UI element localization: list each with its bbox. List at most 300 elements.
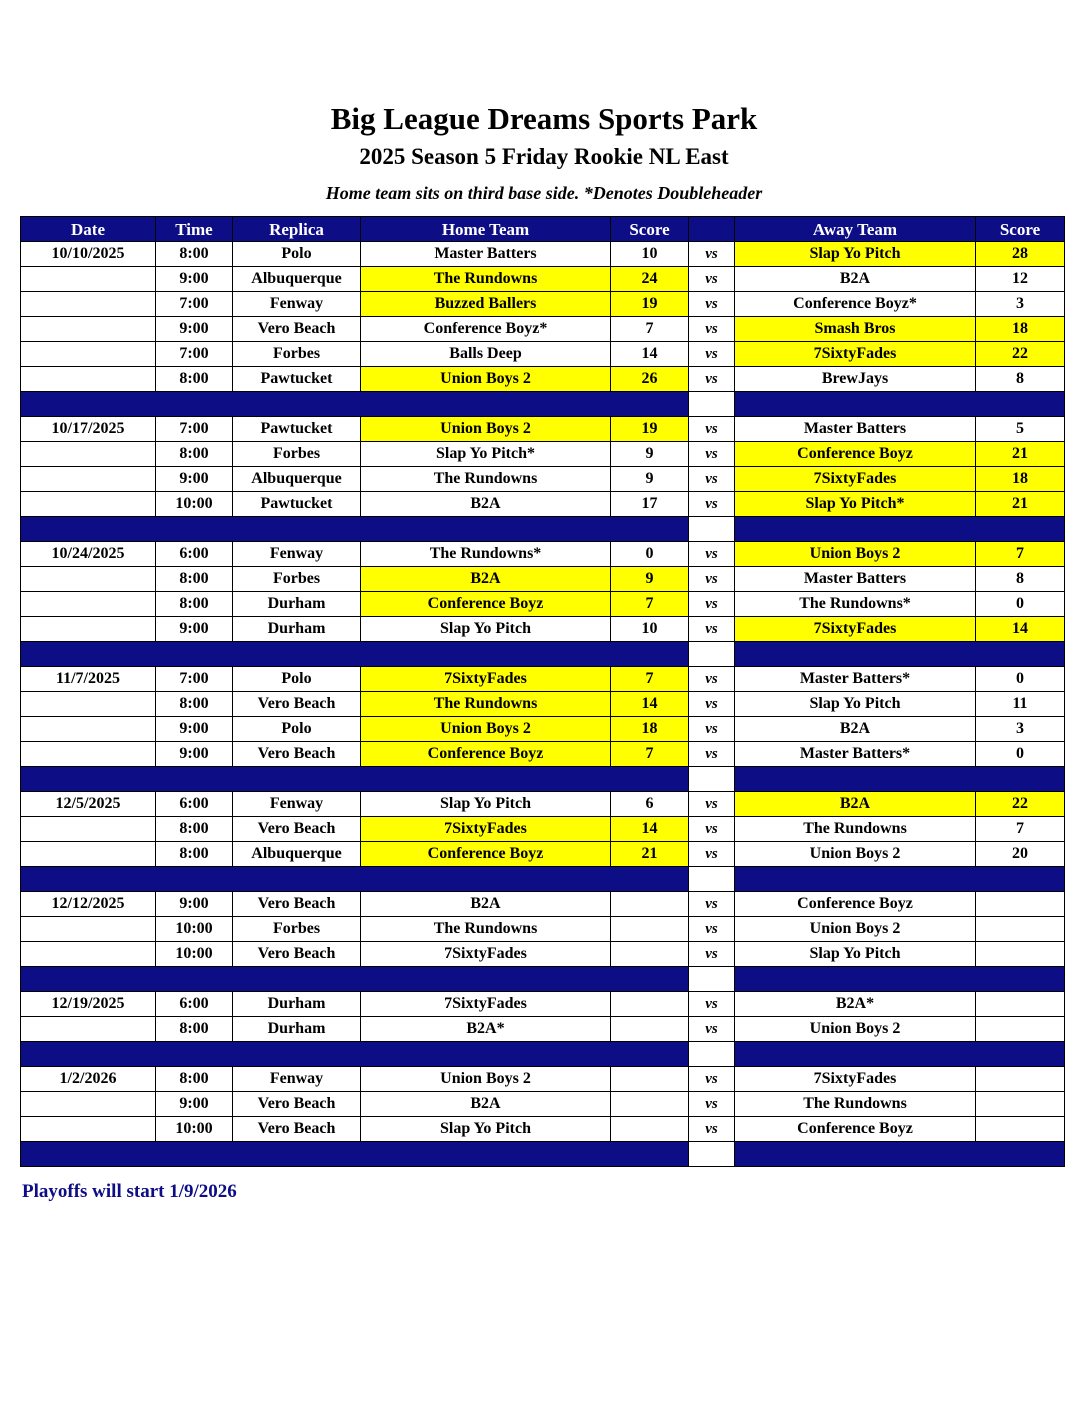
- home-team-cell: Union Boys 2: [361, 717, 611, 742]
- home-score-cell: 7: [611, 742, 689, 767]
- separator-bar-left: [21, 642, 689, 667]
- away-score-cell: 22: [976, 342, 1065, 367]
- table-header-home-team: Home Team: [361, 217, 611, 242]
- separator-gap: [689, 767, 735, 792]
- away-score-cell: 8: [976, 367, 1065, 392]
- separator-row: [21, 642, 1065, 667]
- away-score-cell: 0: [976, 742, 1065, 767]
- replica-cell: Polo: [233, 667, 361, 692]
- vs-cell: vs: [689, 917, 735, 942]
- home-team-cell: 7SixtyFades: [361, 667, 611, 692]
- away-team-cell: B2A: [735, 717, 976, 742]
- vs-cell: vs: [689, 342, 735, 367]
- home-team-cell: Conference Boyz: [361, 742, 611, 767]
- replica-cell: Vero Beach: [233, 692, 361, 717]
- time-cell: 6:00: [156, 992, 233, 1017]
- home-score-cell: [611, 992, 689, 1017]
- home-score-cell: 9: [611, 467, 689, 492]
- away-team-cell: Conference Boyz: [735, 892, 976, 917]
- time-cell: 8:00: [156, 242, 233, 267]
- home-score-cell: 19: [611, 292, 689, 317]
- schedule-table-body: [21, 242, 1065, 1167]
- time-cell: 8:00: [156, 1017, 233, 1042]
- home-score-cell: 14: [611, 692, 689, 717]
- time-cell: 9:00: [156, 742, 233, 767]
- time-cell: 10:00: [156, 492, 233, 517]
- home-team-cell: Union Boys 2: [361, 367, 611, 392]
- home-team-cell: Conference Boyz*: [361, 317, 611, 342]
- game-row: [21, 367, 1065, 392]
- away-team-cell: 7SixtyFades: [735, 617, 976, 642]
- game-row: [21, 467, 1065, 492]
- replica-cell: Albuquerque: [233, 467, 361, 492]
- away-score-cell: [976, 917, 1065, 942]
- time-cell: 9:00: [156, 717, 233, 742]
- time-cell: 8:00: [156, 817, 233, 842]
- game-row: [21, 267, 1065, 292]
- game-row: [21, 742, 1065, 767]
- date-cell: 1/2/2026: [21, 1067, 156, 1092]
- home-score-cell: [611, 1092, 689, 1117]
- time-cell: 10:00: [156, 942, 233, 967]
- game-row: [21, 817, 1065, 842]
- home-score-cell: [611, 942, 689, 967]
- replica-cell: Vero Beach: [233, 317, 361, 342]
- home-team-cell: Balls Deep: [361, 342, 611, 367]
- date-cell: [21, 842, 156, 867]
- replica-cell: Vero Beach: [233, 892, 361, 917]
- vs-cell: vs: [689, 692, 735, 717]
- game-row: [21, 792, 1065, 817]
- replica-cell: Fenway: [233, 792, 361, 817]
- home-team-cell: 7SixtyFades: [361, 942, 611, 967]
- date-cell: 10/10/2025: [21, 242, 156, 267]
- away-score-cell: 11: [976, 692, 1065, 717]
- game-row: [21, 917, 1065, 942]
- time-cell: 9:00: [156, 317, 233, 342]
- game-row: [21, 1017, 1065, 1042]
- date-cell: [21, 592, 156, 617]
- separator-bar-right: [735, 392, 1065, 417]
- replica-cell: Vero Beach: [233, 942, 361, 967]
- replica-cell: Durham: [233, 992, 361, 1017]
- vs-cell: vs: [689, 417, 735, 442]
- date-cell: [21, 367, 156, 392]
- away-score-cell: 18: [976, 317, 1065, 342]
- away-score-cell: 20: [976, 842, 1065, 867]
- home-team-cell: Slap Yo Pitch: [361, 792, 611, 817]
- replica-cell: Durham: [233, 1017, 361, 1042]
- table-header-away-team: Away Team: [735, 217, 976, 242]
- replica-cell: Albuquerque: [233, 842, 361, 867]
- date-cell: [21, 1092, 156, 1117]
- replica-cell: Forbes: [233, 342, 361, 367]
- vs-cell: vs: [689, 667, 735, 692]
- vs-cell: vs: [689, 617, 735, 642]
- table-header-replica: Replica: [233, 217, 361, 242]
- home-score-cell: 14: [611, 817, 689, 842]
- home-score-cell: [611, 1017, 689, 1042]
- home-score-cell: 9: [611, 567, 689, 592]
- schedule-table: [20, 216, 1065, 1167]
- separator-gap: [689, 1042, 735, 1067]
- home-team-cell: Conference Boyz: [361, 592, 611, 617]
- vs-cell: vs: [689, 842, 735, 867]
- vs-cell: vs: [689, 1117, 735, 1142]
- replica-cell: Pawtucket: [233, 367, 361, 392]
- game-row: [21, 992, 1065, 1017]
- replica-cell: Fenway: [233, 1067, 361, 1092]
- vs-cell: vs: [689, 742, 735, 767]
- separator-row: [21, 392, 1065, 417]
- vs-cell: vs: [689, 942, 735, 967]
- date-cell: [21, 292, 156, 317]
- vs-cell: vs: [689, 292, 735, 317]
- home-score-cell: [611, 1067, 689, 1092]
- vs-cell: vs: [689, 317, 735, 342]
- away-score-cell: 7: [976, 817, 1065, 842]
- vs-cell: vs: [689, 542, 735, 567]
- vs-cell: vs: [689, 242, 735, 267]
- away-team-cell: BrewJays: [735, 367, 976, 392]
- table-header-date: Date: [21, 217, 156, 242]
- home-team-cell: Union Boys 2: [361, 417, 611, 442]
- vs-cell: vs: [689, 442, 735, 467]
- home-team-cell: Slap Yo Pitch: [361, 1117, 611, 1142]
- time-cell: 8:00: [156, 592, 233, 617]
- vs-cell: vs: [689, 1092, 735, 1117]
- game-row: [21, 442, 1065, 467]
- time-cell: 9:00: [156, 892, 233, 917]
- away-score-cell: 21: [976, 492, 1065, 517]
- home-team-cell: B2A: [361, 1092, 611, 1117]
- away-team-cell: Slap Yo Pitch: [735, 692, 976, 717]
- replica-cell: Albuquerque: [233, 267, 361, 292]
- vs-cell: vs: [689, 717, 735, 742]
- game-row: [21, 1067, 1065, 1092]
- vs-cell: vs: [689, 817, 735, 842]
- home-team-cell: 7SixtyFades: [361, 992, 611, 1017]
- home-score-cell: 10: [611, 617, 689, 642]
- separator-row: [21, 517, 1065, 542]
- game-row: [21, 417, 1065, 442]
- table-header-away-score: Score: [976, 217, 1065, 242]
- away-team-cell: Master Batters: [735, 567, 976, 592]
- replica-cell: Vero Beach: [233, 1117, 361, 1142]
- home-score-cell: [611, 1117, 689, 1142]
- separator-bar-left: [21, 1042, 689, 1067]
- separator-bar-left: [21, 867, 689, 892]
- away-team-cell: Union Boys 2: [735, 842, 976, 867]
- away-team-cell: Slap Yo Pitch: [735, 242, 976, 267]
- away-team-cell: 7SixtyFades: [735, 342, 976, 367]
- replica-cell: Pawtucket: [233, 417, 361, 442]
- time-cell: 8:00: [156, 567, 233, 592]
- time-cell: 6:00: [156, 542, 233, 567]
- vs-cell: vs: [689, 492, 735, 517]
- replica-cell: Polo: [233, 242, 361, 267]
- game-row: [21, 942, 1065, 967]
- away-team-cell: Smash Bros: [735, 317, 976, 342]
- away-team-cell: Master Batters*: [735, 742, 976, 767]
- home-score-cell: 24: [611, 267, 689, 292]
- home-score-cell: 14: [611, 342, 689, 367]
- vs-cell: vs: [689, 592, 735, 617]
- away-team-cell: Slap Yo Pitch*: [735, 492, 976, 517]
- away-team-cell: Union Boys 2: [735, 917, 976, 942]
- separator-bar-right: [735, 1142, 1065, 1167]
- date-cell: 11/7/2025: [21, 667, 156, 692]
- time-cell: 9:00: [156, 467, 233, 492]
- playoffs-note: Playoffs will start 1/9/2026: [22, 1181, 237, 1202]
- date-cell: 12/12/2025: [21, 892, 156, 917]
- separator-bar-right: [735, 867, 1065, 892]
- vs-cell: vs: [689, 892, 735, 917]
- time-cell: 8:00: [156, 842, 233, 867]
- time-cell: 7:00: [156, 667, 233, 692]
- separator-bar-left: [21, 1142, 689, 1167]
- away-score-cell: [976, 992, 1065, 1017]
- date-cell: [21, 617, 156, 642]
- separator-bar-right: [735, 517, 1065, 542]
- away-score-cell: [976, 892, 1065, 917]
- vs-cell: vs: [689, 1067, 735, 1092]
- vs-cell: vs: [689, 992, 735, 1017]
- game-row: [21, 842, 1065, 867]
- replica-cell: Forbes: [233, 917, 361, 942]
- home-score-cell: 7: [611, 317, 689, 342]
- home-score-cell: 7: [611, 592, 689, 617]
- replica-cell: Fenway: [233, 542, 361, 567]
- time-cell: 7:00: [156, 417, 233, 442]
- game-row: [21, 667, 1065, 692]
- separator-row: [21, 867, 1065, 892]
- home-team-cell: Conference Boyz: [361, 842, 611, 867]
- home-score-cell: [611, 917, 689, 942]
- separator-row: [21, 767, 1065, 792]
- vs-cell: vs: [689, 792, 735, 817]
- home-team-cell: The Rundowns*: [361, 542, 611, 567]
- time-cell: 9:00: [156, 617, 233, 642]
- home-score-cell: 26: [611, 367, 689, 392]
- date-cell: [21, 442, 156, 467]
- home-team-cell: B2A: [361, 892, 611, 917]
- away-score-cell: 22: [976, 792, 1065, 817]
- date-cell: [21, 917, 156, 942]
- date-cell: 10/17/2025: [21, 417, 156, 442]
- replica-cell: Forbes: [233, 567, 361, 592]
- vs-cell: vs: [689, 467, 735, 492]
- separator-bar-left: [21, 517, 689, 542]
- home-score-cell: 7: [611, 667, 689, 692]
- replica-cell: Vero Beach: [233, 1092, 361, 1117]
- time-cell: 8:00: [156, 692, 233, 717]
- replica-cell: Vero Beach: [233, 817, 361, 842]
- away-team-cell: Conference Boyz: [735, 442, 976, 467]
- date-cell: [21, 567, 156, 592]
- time-cell: 7:00: [156, 292, 233, 317]
- home-score-cell: 21: [611, 842, 689, 867]
- replica-cell: Forbes: [233, 442, 361, 467]
- separator-gap: [689, 867, 735, 892]
- away-team-cell: The Rundowns*: [735, 592, 976, 617]
- game-row: [21, 292, 1065, 317]
- separator-gap: [689, 517, 735, 542]
- away-score-cell: 3: [976, 292, 1065, 317]
- away-score-cell: 8: [976, 567, 1065, 592]
- separator-bar-left: [21, 967, 689, 992]
- home-team-cell: The Rundowns: [361, 267, 611, 292]
- time-cell: 8:00: [156, 367, 233, 392]
- time-cell: 10:00: [156, 1117, 233, 1142]
- separator-row: [21, 1042, 1065, 1067]
- time-cell: 6:00: [156, 792, 233, 817]
- page-subtitle: 2025 Season 5 Friday Rookie NL East: [359, 144, 729, 169]
- date-cell: [21, 492, 156, 517]
- home-team-cell: Slap Yo Pitch*: [361, 442, 611, 467]
- game-row: [21, 1117, 1065, 1142]
- away-score-cell: [976, 1017, 1065, 1042]
- away-team-cell: Union Boys 2: [735, 1017, 976, 1042]
- vs-cell: vs: [689, 567, 735, 592]
- away-score-cell: 12: [976, 267, 1065, 292]
- page-note: Home team sits on third base side. *Denotes Doubleheader: [325, 183, 763, 203]
- date-cell: [21, 467, 156, 492]
- away-score-cell: 0: [976, 667, 1065, 692]
- away-team-cell: Slap Yo Pitch: [735, 942, 976, 967]
- replica-cell: Durham: [233, 617, 361, 642]
- replica-cell: Fenway: [233, 292, 361, 317]
- away-team-cell: Conference Boyz: [735, 1117, 976, 1142]
- away-team-cell: B2A: [735, 792, 976, 817]
- away-team-cell: Conference Boyz*: [735, 292, 976, 317]
- away-team-cell: The Rundowns: [735, 1092, 976, 1117]
- game-row: [21, 617, 1065, 642]
- home-team-cell: The Rundowns: [361, 917, 611, 942]
- home-score-cell: 6: [611, 792, 689, 817]
- home-team-cell: Master Batters: [361, 242, 611, 267]
- table-header-row: [21, 217, 1065, 242]
- away-score-cell: 3: [976, 717, 1065, 742]
- away-team-cell: Master Batters: [735, 417, 976, 442]
- away-score-cell: [976, 1117, 1065, 1142]
- game-row: [21, 542, 1065, 567]
- separator-gap: [689, 967, 735, 992]
- separator-gap: [689, 392, 735, 417]
- time-cell: 9:00: [156, 1092, 233, 1117]
- home-score-cell: 19: [611, 417, 689, 442]
- replica-cell: Polo: [233, 717, 361, 742]
- away-score-cell: 5: [976, 417, 1065, 442]
- separator-row: [21, 967, 1065, 992]
- replica-cell: Pawtucket: [233, 492, 361, 517]
- away-score-cell: 21: [976, 442, 1065, 467]
- date-cell: [21, 267, 156, 292]
- away-score-cell: [976, 1092, 1065, 1117]
- home-team-cell: The Rundowns: [361, 692, 611, 717]
- home-team-cell: Union Boys 2: [361, 1067, 611, 1092]
- away-team-cell: B2A: [735, 267, 976, 292]
- home-score-cell: 0: [611, 542, 689, 567]
- vs-cell: vs: [689, 267, 735, 292]
- home-score-cell: [611, 892, 689, 917]
- game-row: [21, 892, 1065, 917]
- game-row: [21, 692, 1065, 717]
- home-team-cell: B2A: [361, 567, 611, 592]
- home-team-cell: The Rundowns: [361, 467, 611, 492]
- date-cell: [21, 342, 156, 367]
- date-cell: [21, 717, 156, 742]
- separator-bar-right: [735, 642, 1065, 667]
- vs-cell: vs: [689, 367, 735, 392]
- time-cell: 7:00: [156, 342, 233, 367]
- away-team-cell: Master Batters*: [735, 667, 976, 692]
- home-team-cell: B2A*: [361, 1017, 611, 1042]
- separator-bar-right: [735, 767, 1065, 792]
- game-row: [21, 492, 1065, 517]
- home-score-cell: 10: [611, 242, 689, 267]
- separator-gap: [689, 1142, 735, 1167]
- vs-cell: vs: [689, 1017, 735, 1042]
- time-cell: 8:00: [156, 442, 233, 467]
- date-cell: 10/24/2025: [21, 542, 156, 567]
- replica-cell: Durham: [233, 592, 361, 617]
- date-cell: [21, 317, 156, 342]
- game-row: [21, 567, 1065, 592]
- date-cell: 12/19/2025: [21, 992, 156, 1017]
- game-row: [21, 342, 1065, 367]
- separator-gap: [689, 642, 735, 667]
- separator-bar-left: [21, 767, 689, 792]
- separator-bar-right: [735, 1042, 1065, 1067]
- date-cell: [21, 742, 156, 767]
- away-team-cell: 7SixtyFades: [735, 1067, 976, 1092]
- date-cell: [21, 1017, 156, 1042]
- away-team-cell: B2A*: [735, 992, 976, 1017]
- date-cell: [21, 1117, 156, 1142]
- replica-cell: Vero Beach: [233, 742, 361, 767]
- date-cell: [21, 817, 156, 842]
- game-row: [21, 242, 1065, 267]
- home-team-cell: 7SixtyFades: [361, 817, 611, 842]
- away-score-cell: 28: [976, 242, 1065, 267]
- home-score-cell: 18: [611, 717, 689, 742]
- away-score-cell: 18: [976, 467, 1065, 492]
- date-cell: [21, 942, 156, 967]
- away-score-cell: [976, 1067, 1065, 1092]
- away-score-cell: 0: [976, 592, 1065, 617]
- home-team-cell: Slap Yo Pitch: [361, 617, 611, 642]
- game-row: [21, 1092, 1065, 1117]
- date-cell: 12/5/2025: [21, 792, 156, 817]
- away-score-cell: 7: [976, 542, 1065, 567]
- game-row: [21, 592, 1065, 617]
- page-title: Big League Dreams Sports Park: [330, 101, 758, 136]
- game-row: [21, 317, 1065, 342]
- away-team-cell: 7SixtyFades: [735, 467, 976, 492]
- home-score-cell: 17: [611, 492, 689, 517]
- home-team-cell: Buzzed Ballers: [361, 292, 611, 317]
- away-team-cell: The Rundowns: [735, 817, 976, 842]
- away-team-cell: Union Boys 2: [735, 542, 976, 567]
- home-team-cell: B2A: [361, 492, 611, 517]
- game-row: [21, 717, 1065, 742]
- table-header-time: Time: [156, 217, 233, 242]
- separator-bar-left: [21, 392, 689, 417]
- time-cell: 8:00: [156, 1067, 233, 1092]
- separator-bar-right: [735, 967, 1065, 992]
- date-cell: [21, 692, 156, 717]
